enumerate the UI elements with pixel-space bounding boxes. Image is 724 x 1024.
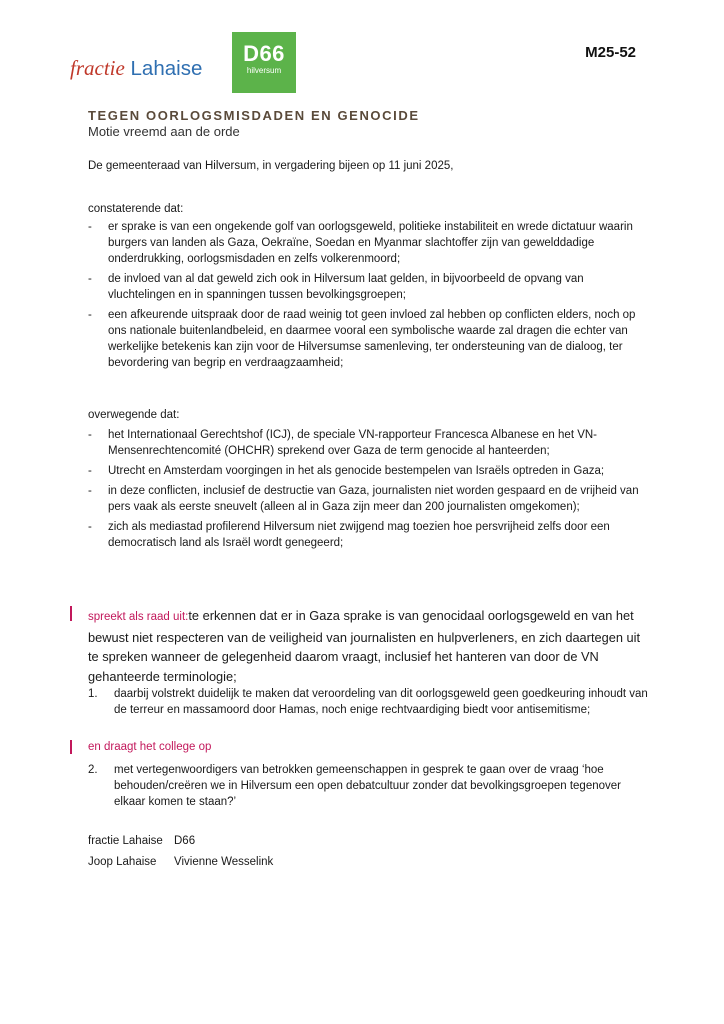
item-text: er sprake is van een ongekende golf van oorlogsgeweld, politieke instabiliteit en wrede dictatuur waarin burgers van landen als Gaza, Oekraïne, Soedan en Myanmar slachtoffer zijn van gewelddadige onderdrukking, oorlogsmisdaden en zelfs volkerenmoord; — [108, 221, 633, 265]
logo-main-text: D66 — [243, 41, 285, 66]
list-item: - er sprake is van een ongekende golf van oorlogsgeweld, politieke instabiliteit en wrede dictatuur waarin burgers van landen als Gaza, Oekraïne, Soedan en Myanmar slachtoffer zijn van gewelddadige onderdrukking, oorlogsmisdaden en zelfs volkerenmoord; — [88, 221, 633, 265]
list-item: - het Internationaal Gerechtshof (ICJ), de speciale VN-rapporteur Francesca Albanese en het VN-Mensenrechtencomité (OHCHR) sprekend over Gaza de term genocide al hanteerden; — [88, 429, 598, 457]
motion-code: M25-52 — [585, 44, 636, 61]
spreekt-text: te erkennen dat er in Gaza sprake is van genocidaal oorlogsgeweld en van het bewust niet respecteren van de veiligheid van journalisten en hulpverleners, en zich daartegen uit te spreken wanneer de gelegenheid daarom vraagt, inclusief het hanteren van door de VN gehanteerde terminologie; — [88, 608, 641, 684]
item-text: de invloed van al dat geweld zich ook in Hilversum laat gelden, in bijvoorbeeld de opvang van vluchtelingen en in spanningen tussen bevolkingsgroepen; — [108, 273, 584, 301]
spreekt-block — [88, 606, 648, 686]
signature-names — [88, 856, 273, 868]
item-text: een afkeurende uitspraak door de raad weinig tot geen invloed zal hebben op conflicten elders, noch op ons nationale buitenlandbeleid, en daarmee vooral een symbolische waarde zal dragen die echter van werkelijke betekenis kan zijn voor de Hilversumse samenleving, ter ondersteuning van de dialoog, ter bevordering van begrip en verdraagzaamheid; — [108, 309, 636, 369]
brand-name: Lahaise — [130, 57, 203, 80]
brand-prefix: fractie — [70, 56, 125, 80]
intro-line: De gemeenteraad van Hilversum, in vergadering bijeen op 11 juni 2025, — [88, 160, 454, 172]
item-text: zich als mediastad profilerend Hilversum niet zwijgend mag toezien hoe persvrijheid zelfs door een democratisch land als Israël wordt genegeerd; — [108, 521, 610, 549]
change-marker — [70, 740, 72, 754]
logo-sub-text: hilversum — [246, 66, 282, 75]
numbered-item: 2. met vertegenwoordigers van betrokken gemeenschappen in gesprek te gaan over de vraag ‘hoe behouden/creëren we in Hilversum een open debatcultuur zonder dat bevolkingsgroepen tegenover elkaar komen te staan?’ — [88, 764, 621, 808]
item-text: Utrecht en Amsterdam voorgingen in het als genocide bestempelen van Israëls optreden in Gaza; — [108, 465, 605, 477]
document-title: TEGEN OORLOGSMISDADEN EN GENOCIDE — [88, 108, 420, 123]
change-marker — [70, 606, 72, 621]
signature-parties — [88, 835, 195, 847]
list-item: - in deze conflicten, inclusief de destructie van Gaza, journalisten niet worden gespaard en de vrijheid van pers vaak als eerste sneuvelt (alleen al in Gaza zijn meer dan 200 journalisten omgekomen); — [88, 485, 639, 513]
party-logo-lahaise — [70, 56, 202, 81]
d66-logo — [232, 32, 296, 93]
item-text: in deze conflicten, inclusief de destructie van Gaza, journalisten niet worden gespaard en de vrijheid van pers vaak als eerste sneuvelt (alleen al in Gaza zijn meer dan 200 journalisten omgekomen); — [108, 485, 639, 513]
list-item: - een afkeurende uitspraak door de raad weinig tot geen invloed zal hebben op conflicten elders, noch op ons nationale buitenlandbeleid, en daarmee vooral een symbolische waarde zal dragen die echter van werkelijke betekenis kan zijn voor de Hilversumse samenleving, ter ondersteuning van de dialoog, ter bevordering van begrip en verdraagzaamheid; — [88, 309, 636, 369]
item-text: met vertegenwoordigers van betrokken gemeenschappen in gesprek te gaan over de vraag ‘hoe behouden/creëren we in Hilversum een open debatcultuur zonder dat bevolkingsgroepen tegenover elkaar komen te staan?’ — [114, 764, 621, 808]
signature-name: Vivienne Wesselink — [174, 856, 274, 868]
list-item: - de invloed van al dat geweld zich ook in Hilversum laat gelden, in bijvoorbeeld de opvang van vluchtelingen en in spanningen tussen bevolkingsgroepen; — [88, 273, 584, 301]
overwegende-heading: overwegende dat: — [88, 409, 180, 421]
signature-name: Joop Lahaise — [88, 856, 157, 868]
constaterende-list — [88, 219, 648, 375]
item-text: daarbij volstrekt duidelijk te maken dat veroordeling van dit oorlogsgeweld geen goedkeuring inhoudt van de terreur en massamoord door Hamas, noch enige rechtvaardiging biedt voor antisemitisme; — [114, 688, 648, 716]
constaterende-heading: constaterende dat: — [88, 203, 184, 215]
signature-party: fractie Lahaise — [88, 835, 163, 847]
spreekt-label: spreekt als raad uit: — [88, 611, 189, 623]
list-item: - Utrecht en Amsterdam voorgingen in het als genocide bestempelen van Israëls optreden in Gaza; — [88, 465, 605, 477]
list-item: - zich als mediastad profilerend Hilversum niet zwijgend mag toezien hoe persvrijheid zelfs door een democratisch land als Israël wordt genegeerd; — [88, 521, 610, 549]
spreekt-numbered-list — [88, 686, 648, 722]
numbered-item: 1. daarbij volstrekt duidelijk te maken dat veroordeling van dit oorlogsgeweld geen goedkeuring inhoudt van de terreur en massamoord door Hamas, noch enige rechtvaardiging biedt voor antisemitisme; — [88, 688, 648, 716]
draagt-numbered-list — [88, 762, 648, 814]
draagt-label: en draagt het college op — [88, 741, 212, 753]
signature-party: D66 — [174, 835, 196, 847]
item-text: het Internationaal Gerechtshof (ICJ), de speciale VN-rapporteur Francesca Albanese en het VN-Mensenrechtencomité (OHCHR) sprekend over Gaza de term genocide al hanteerden; — [108, 429, 598, 457]
document-subtitle: Motie vreemd aan de orde — [88, 124, 240, 139]
overwegende-list — [88, 427, 648, 555]
